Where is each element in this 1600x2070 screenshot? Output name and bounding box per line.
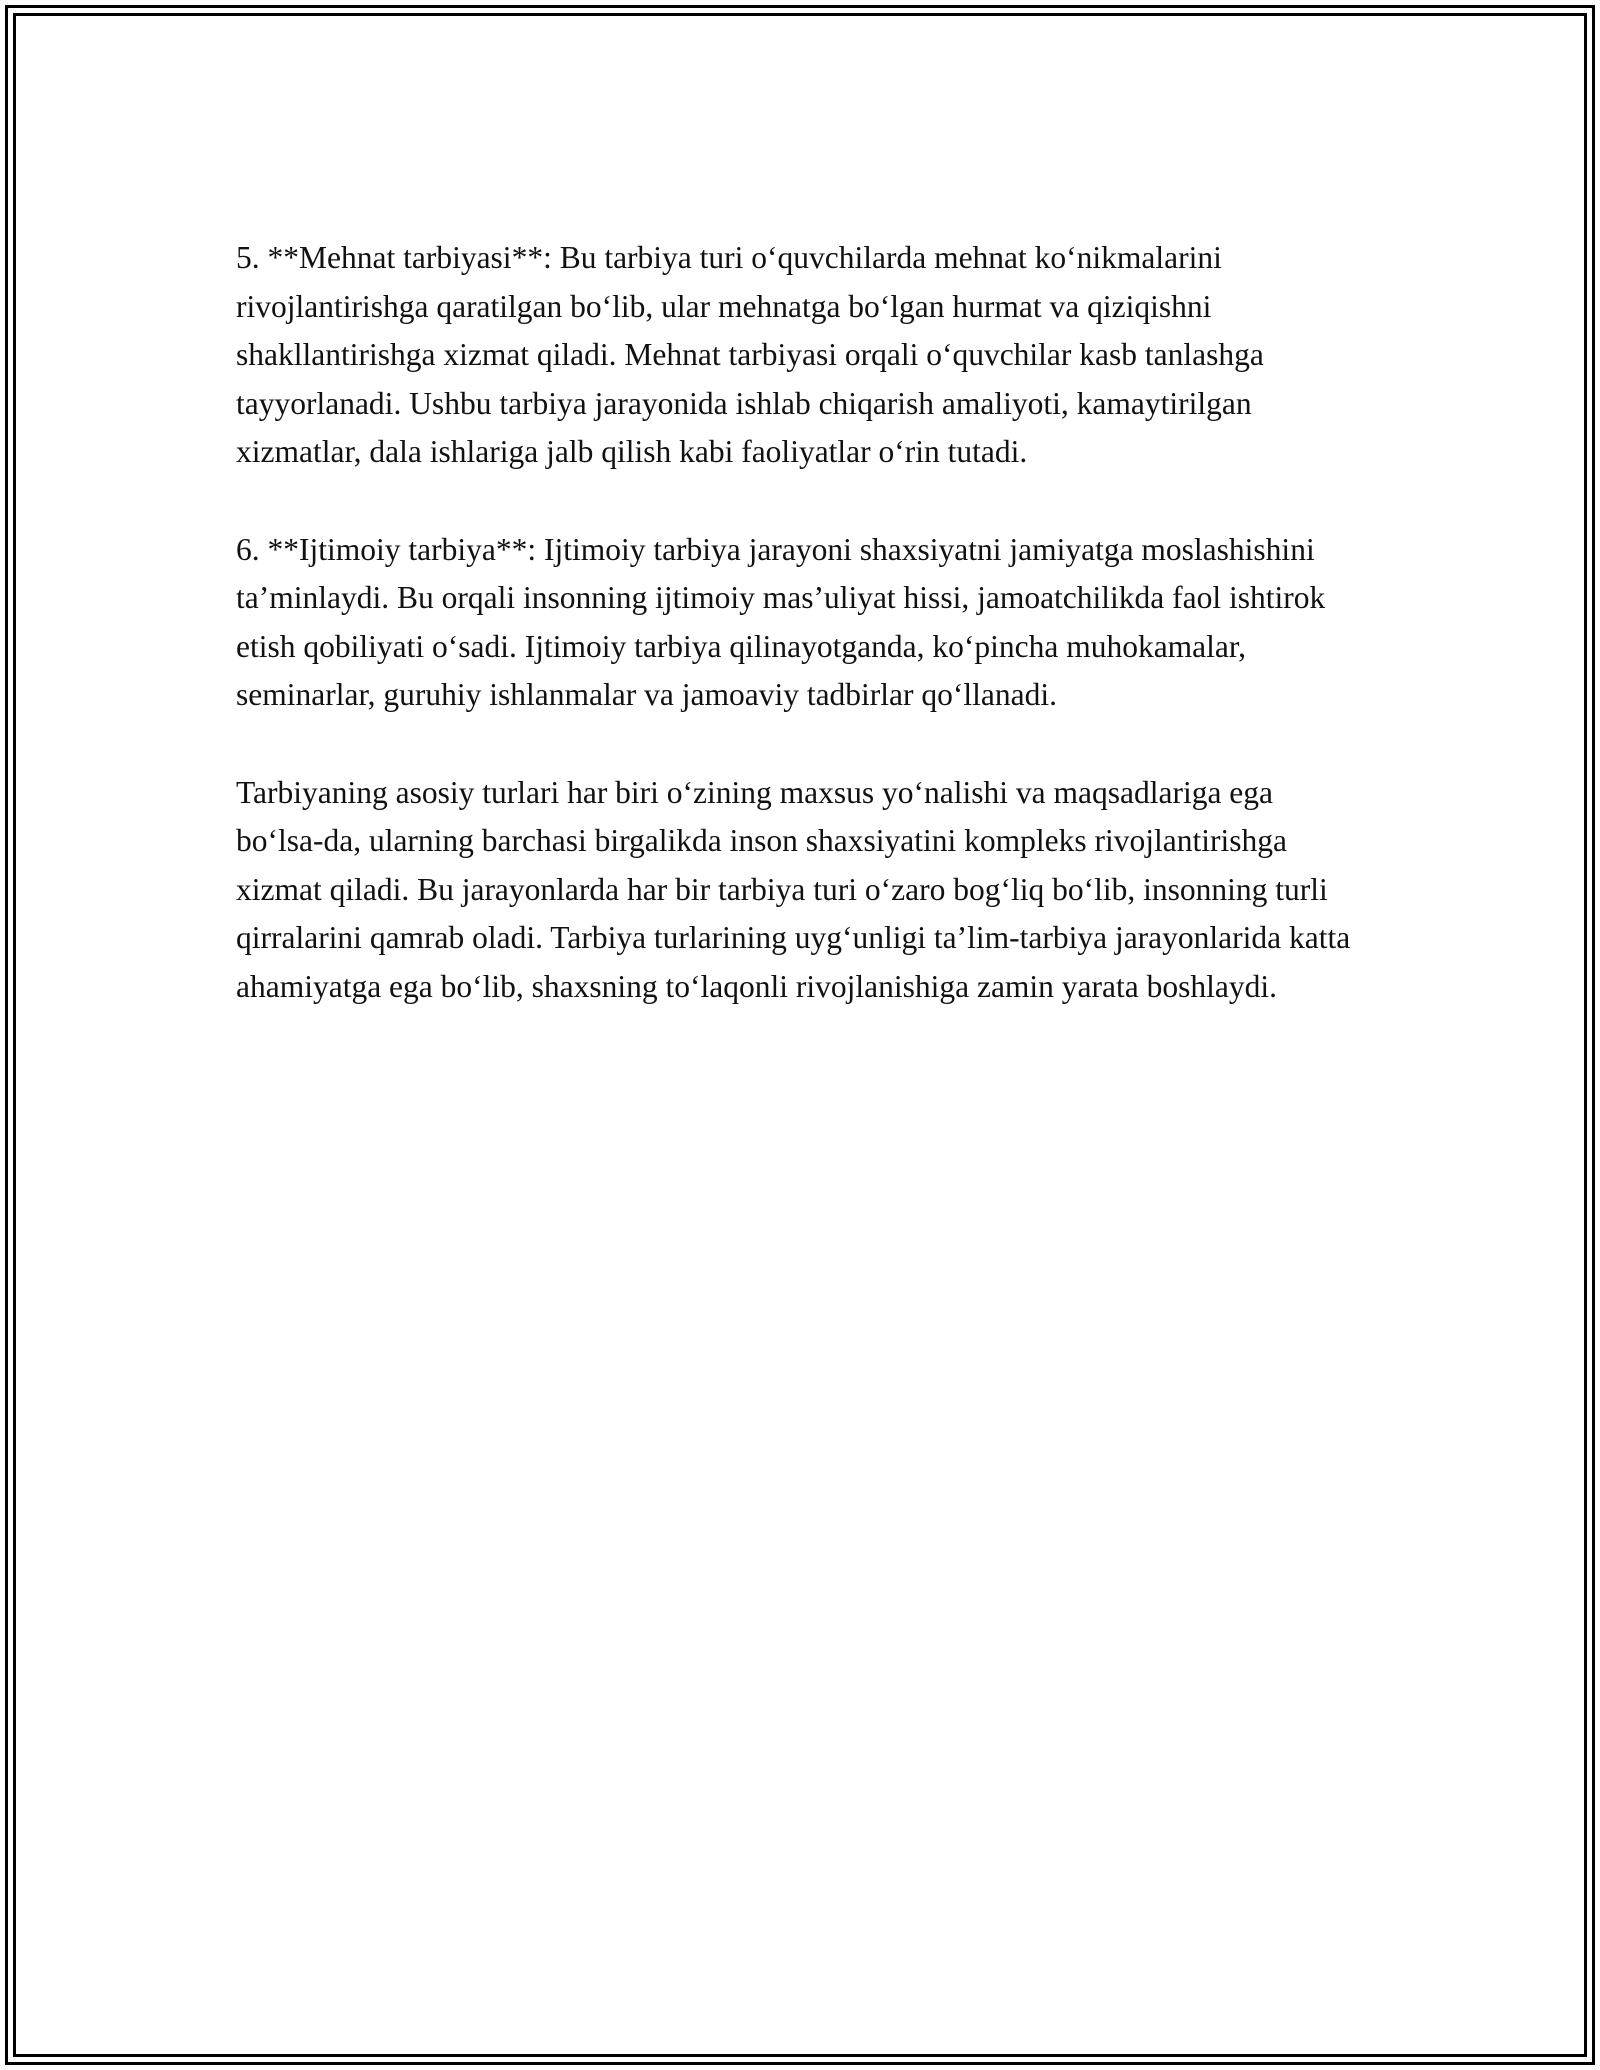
document-body xyxy=(236,234,1366,1060)
paragraph-ijtimoiy-tarbiya: 6. **Ijtimoiy tarbiya**: Ijtimoiy tarbiya jarayoni shaxsiyatni jamiyatga moslashishini ta’minlaydi. Bu orqali insonning ijtimoiy mas’uliyat hissi, jamoatchilikda faol ishtirok etish qobiliyati o‘sadi. Ijtimoiy tarbiya qilinayotganda, ko‘pincha muhokamalar, seminarlar, guruhiy ishlanmalar va jamoaviy tadbirlar qo‘llanadi. xyxy=(236,531,1326,713)
paragraph-mehnat-tarbiyasi: 5. **Mehnat tarbiyasi**: Bu tarbiya turi o‘quvchilarda mehnat ko‘nikmalarini rivojlantirishga qaratilgan bo‘lib, ular mehnatga bo‘lgan hurmat va qiziqishni shakllantirishga xizmat qiladi. Mehnat tarbiyasi orqali o‘quvchilar kasb tanlashga tayyorlanadi. Ushbu tarbiya jarayonida ishlab chiqarish amaliyoti, kamaytirilgan xizmatlar, dala ishlariga jalb qilish kabi faoliyatlar o‘rin tutadi. xyxy=(236,240,1264,470)
paragraph-conclusion: Tarbiyaning asosiy turlari har biri o‘zining maxsus yo‘nalishi va maqsadlariga ega bo‘lsa-da, ularning barchasi birgalikda inson shaxsiyatini kompleks rivojlantirishga xizmat qiladi. Bu jarayonlarda har bir tarbiya turi o‘zaro bog‘liq bo‘lib, insonning turli qirralarini qamrab oladi. Tarbiya turlarining uyg‘unligi ta’lim-tarbiya jarayonlarida katta ahamiyatga ega bo‘lib, shaxsning to‘laqonli rivojlanishiga zamin yarata boshlaydi. xyxy=(236,774,1351,1004)
